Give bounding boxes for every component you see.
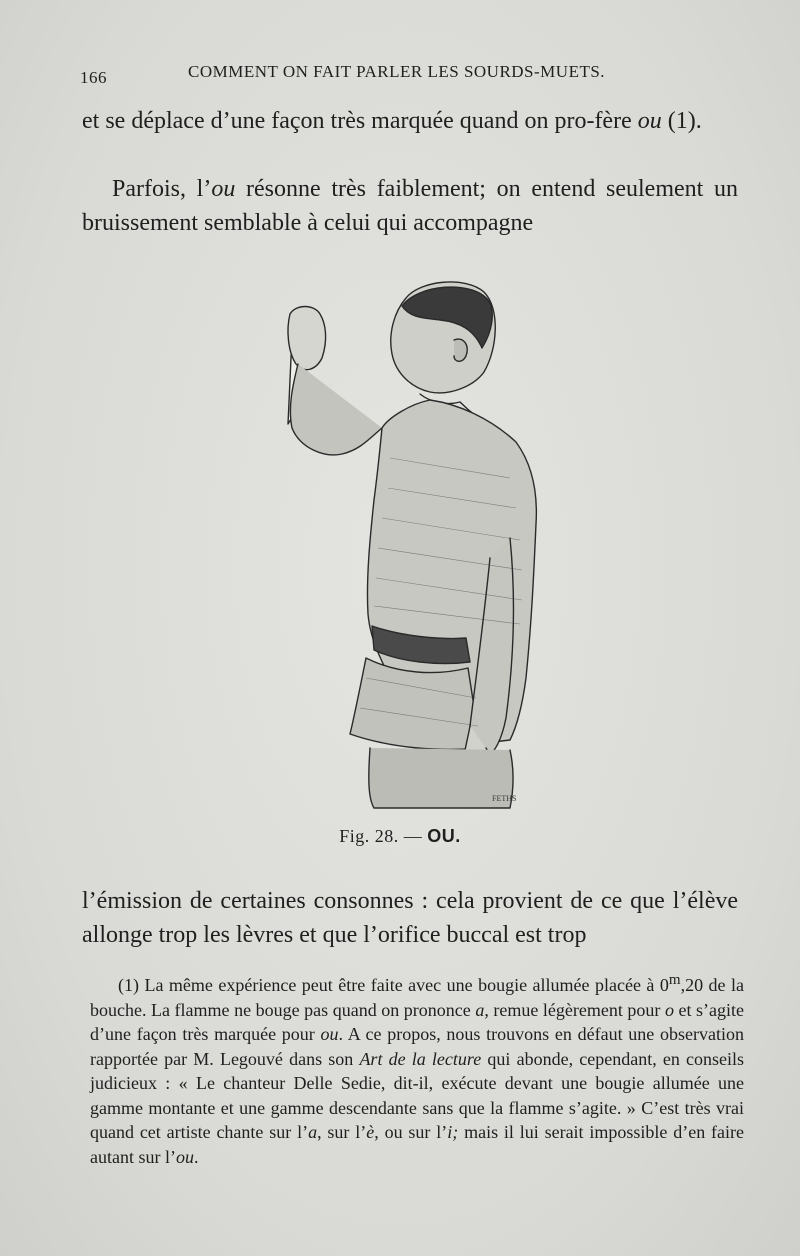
footnote-text-1: (1) La même expérience peut être faite avec une bougie allumée placée à 0	[118, 975, 669, 995]
footnote-text-7: , sur l’	[317, 1122, 367, 1142]
caption-prefix: Fig. 28. —	[339, 826, 428, 846]
footnote-em-a-2: a	[308, 1122, 318, 1142]
footnote-text-2: ,20 de la bouche. La flamme ne bouge pas quand on prononce	[90, 975, 744, 1020]
footnote	[90, 968, 744, 1169]
footnote-em-a: a	[475, 999, 485, 1020]
footnote-em-e: è	[366, 1122, 375, 1142]
page-number: 166	[80, 68, 107, 87]
caption-label: OU.	[427, 826, 461, 846]
footnote-text-3: , remue légèrement pour	[484, 999, 665, 1020]
figure-caption	[0, 826, 800, 847]
hand	[288, 307, 326, 370]
footnote-text-4: et s’agite d’une façon très marquée pour	[90, 999, 745, 1044]
footnote-text-5: . A ce propos, nous trouvons en défaut une observation rapportée par M. Legouvé dans son	[90, 1024, 744, 1069]
paragraph-1	[82, 104, 738, 138]
footnote-em-art: Art de la lecture	[359, 1048, 482, 1069]
paragraph-1-text-a: et se déplace d’une façon très marquée quand on pro-fère	[82, 108, 638, 134]
footnote-text-10: .	[193, 1146, 199, 1167]
tunic-skirt	[350, 658, 480, 749]
footnote-em-ou-2: ou	[175, 1146, 194, 1167]
paragraph-2	[82, 172, 738, 240]
page-header	[80, 62, 740, 88]
raised-arm	[290, 364, 382, 455]
footnote-text-6: qui abonde, cependant, en conseils judicieux : « Le chanteur Delle Sedie, dit-il, exécute devant une bougie allumée une gamme montante et une gamme descendante sans que la flamme s’agite. » C’est très vrai quand cet artiste chante sur l’	[90, 1048, 745, 1142]
paragraph-2-text-a: Parfois, l’	[112, 176, 212, 202]
paragraph-3: l’émission de certaines consonnes : cela provient de ce que l’élève allonge trop les lèvres et que l’orifice buccal est trop	[82, 888, 738, 948]
footnote-em-i: i;	[447, 1122, 459, 1142]
paragraph-2-text-b: résonne très faiblement; on entend seulement un bruissement semblable à celui qui accompagne	[82, 176, 738, 236]
footnote-em-o: o	[664, 999, 674, 1020]
illustrator-signature: FETHS	[492, 794, 517, 803]
ear	[454, 339, 467, 361]
footnote-text-8: , ou sur l’	[374, 1122, 448, 1142]
footnote-em-ou-1: ou	[320, 1024, 339, 1044]
paragraph-2-emphasis: ou	[211, 176, 236, 202]
footnote-text-9: mais il lui serait impossible d’en faire autant sur l’	[90, 1122, 745, 1167]
paragraph-1-text-b: (1).	[661, 108, 702, 134]
running-head: COMMENT ON FAIT PARLER LES SOURDS-MUETS.	[188, 62, 606, 81]
figure-illustration-boy	[270, 278, 560, 818]
footnote-sup: m	[668, 972, 681, 988]
paragraph-1-emphasis: ou	[637, 108, 662, 134]
